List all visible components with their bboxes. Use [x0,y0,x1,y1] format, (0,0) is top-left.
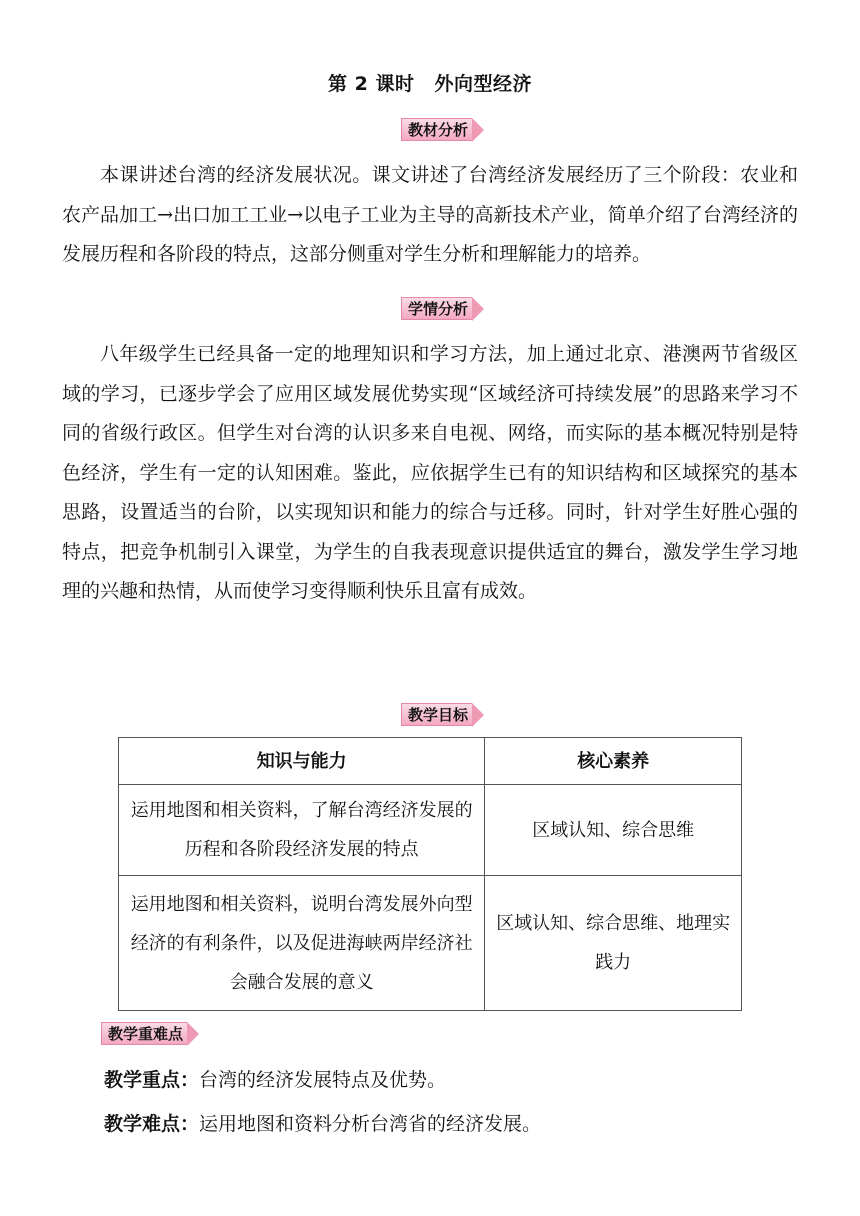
badge-label: 教学重难点 [101,1022,187,1045]
table-row [119,876,742,1011]
badge-arrow-icon [472,118,484,142]
badge-arrow-icon [472,703,484,727]
table-cell-literacy: 区域认知、综合思维 [485,785,742,876]
page-title [0,70,860,98]
teaching-difficulty [104,1109,804,1139]
difficulty-text: 运用地图和资料分析台湾省的经济发展。 [199,1113,542,1135]
table-header-literacy: 核心素养 [485,738,742,785]
table-cell-literacy: 区域认知、综合思维、地理实践力 [485,876,742,1011]
difficulty-label: 教学难点： [104,1113,200,1135]
badge-arrow-icon [472,297,484,321]
focus-label: 教学重点： [104,1069,200,1091]
table-cell-knowledge: 运用地图和相关资料，了解台湾经济发展的历程和各阶段经济发展的特点 [119,785,485,876]
badge-label: 教材分析 [401,118,472,141]
student-analysis-text: 八年级学生已经具备一定的地理知识和学习方法，加上通过北京、港澳两节省级区域的学习，已逐步学会了应用区域发展优势实现“区域经济可持续发展”的思路来学习不同的省级行政区。但学生对台湾的认识多来自电视、网络，而实际的基本概况特别是特色经济，学生有一定的认知困难。鉴此，应依据学生已有的知识结构和区域探究的基本思路，设置适当的台阶，以实现知识和能力的综合与迁移。同时，针对学生好胜心强的特点，把竞争机制引入课堂，为学生的自我表现意识提供适宜的舞台，激发学生学习地理的兴趣和热情，从而使学习变得顺利快乐且富有成效。 [62,343,798,602]
lesson-number: 第 2 课时 [328,73,415,95]
section-badge-students [401,297,484,320]
section-badge-material [401,118,484,141]
table-header-knowledge: 知识与能力 [119,738,485,785]
table-header-row [119,738,742,785]
focus-text: 台湾的经济发展特点及优势。 [199,1069,447,1091]
badge-arrow-icon [187,1022,199,1046]
lesson-topic: 外向型经济 [434,73,532,95]
table-row [119,785,742,876]
teaching-focus [104,1065,804,1095]
section-badge-goals [401,703,484,726]
badge-label: 学情分析 [401,297,472,320]
goals-table [118,737,742,1011]
section-badge-key-points [101,1022,199,1045]
badge-label: 教学目标 [401,703,472,726]
table-cell-knowledge: 运用地图和相关资料，说明台湾发展外向型经济的有利条件，以及促进海峡两岸经济社会融合发展的意义 [119,876,485,1011]
material-analysis-text: 本课讲述台湾的经济发展状况。课文讲述了台湾经济发展经历了三个阶段：农业和农产品加工→出口加工工业→以电子工业为主导的高新技术产业，简单介绍了台湾经济的发展历程和各阶段的特点，这部分侧重对学生分析和理解能力的培养。 [62,164,798,265]
